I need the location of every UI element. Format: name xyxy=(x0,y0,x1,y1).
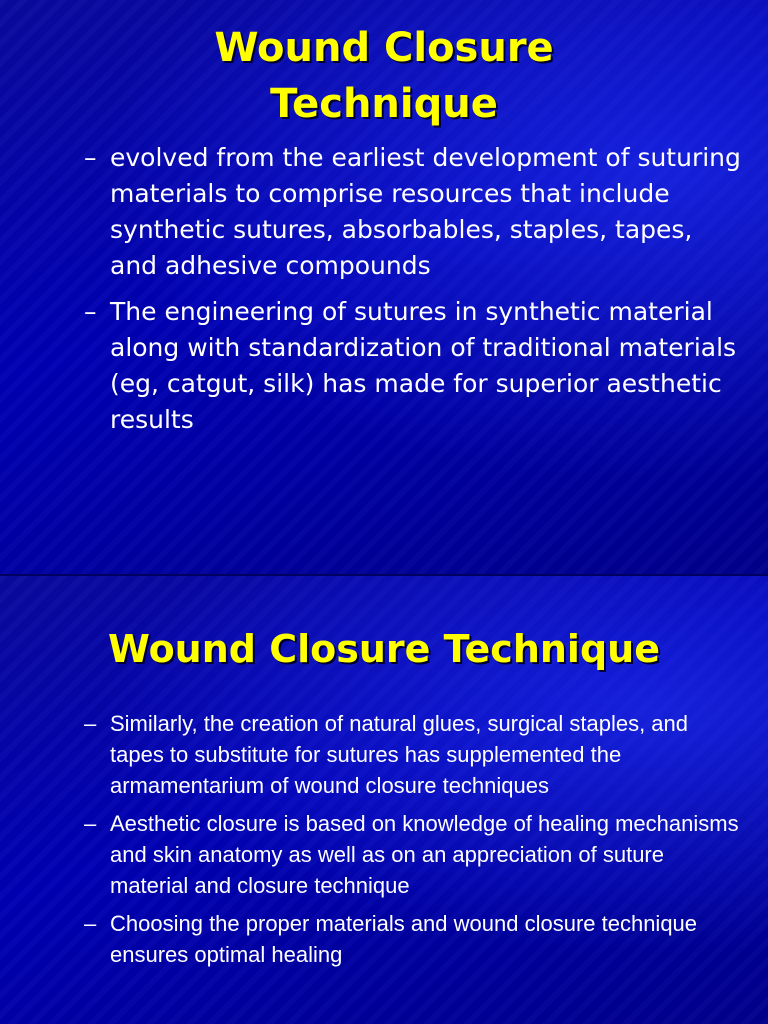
slide-2-bullet-2 xyxy=(84,808,744,901)
slide-2-title: Wound Closure Technique xyxy=(108,627,660,671)
slide-1-bullet-list xyxy=(84,140,744,448)
slide-1-bullet-2-text: The engineering of sutures in synthetic material along with standardization of traditional materials (eg, catgut, silk) has made for superior aesthetic results xyxy=(110,297,737,434)
slide-2-bullet-3-text: Choosing the proper materials and wound closure technique ensures optimal healing xyxy=(110,911,698,967)
bullet-dash: – xyxy=(84,143,97,172)
slide-2-bullet-list xyxy=(84,708,744,977)
slide-1-title xyxy=(0,20,768,132)
slide-1-bullet-1 xyxy=(84,140,744,284)
slide-1-bullet-2 xyxy=(84,294,744,438)
slide-2-bullet-3 xyxy=(84,908,744,970)
slide-1-title-line-2: Technique xyxy=(270,81,498,127)
slide-2-bullet-1-text: Similarly, the creation of natural glues, surgical staples, and tapes to substitute for sutures has supplemented the armamentarium of wound closure techniques xyxy=(110,711,688,798)
slide-1-title-line-1: Wound Closure xyxy=(214,25,554,71)
bullet-dash: – xyxy=(84,297,97,326)
bullet-dash: – xyxy=(84,811,97,836)
slide-2-bullet-2-text: Aesthetic closure is based on knowledge of healing mechanisms and skin anatomy as well as on an appreciation of suture material and closure technique xyxy=(110,811,739,898)
bullet-dash: – xyxy=(84,911,97,936)
slide-2 xyxy=(0,576,768,1024)
slide-1-bullet-1-text: evolved from the earliest development of suturing materials to comprise resources that include synthetic sutures, absorbables, staples, tapes, and adhesive compounds xyxy=(110,143,741,280)
slide-2-bullet-1 xyxy=(84,708,744,801)
bullet-dash: – xyxy=(84,711,97,736)
